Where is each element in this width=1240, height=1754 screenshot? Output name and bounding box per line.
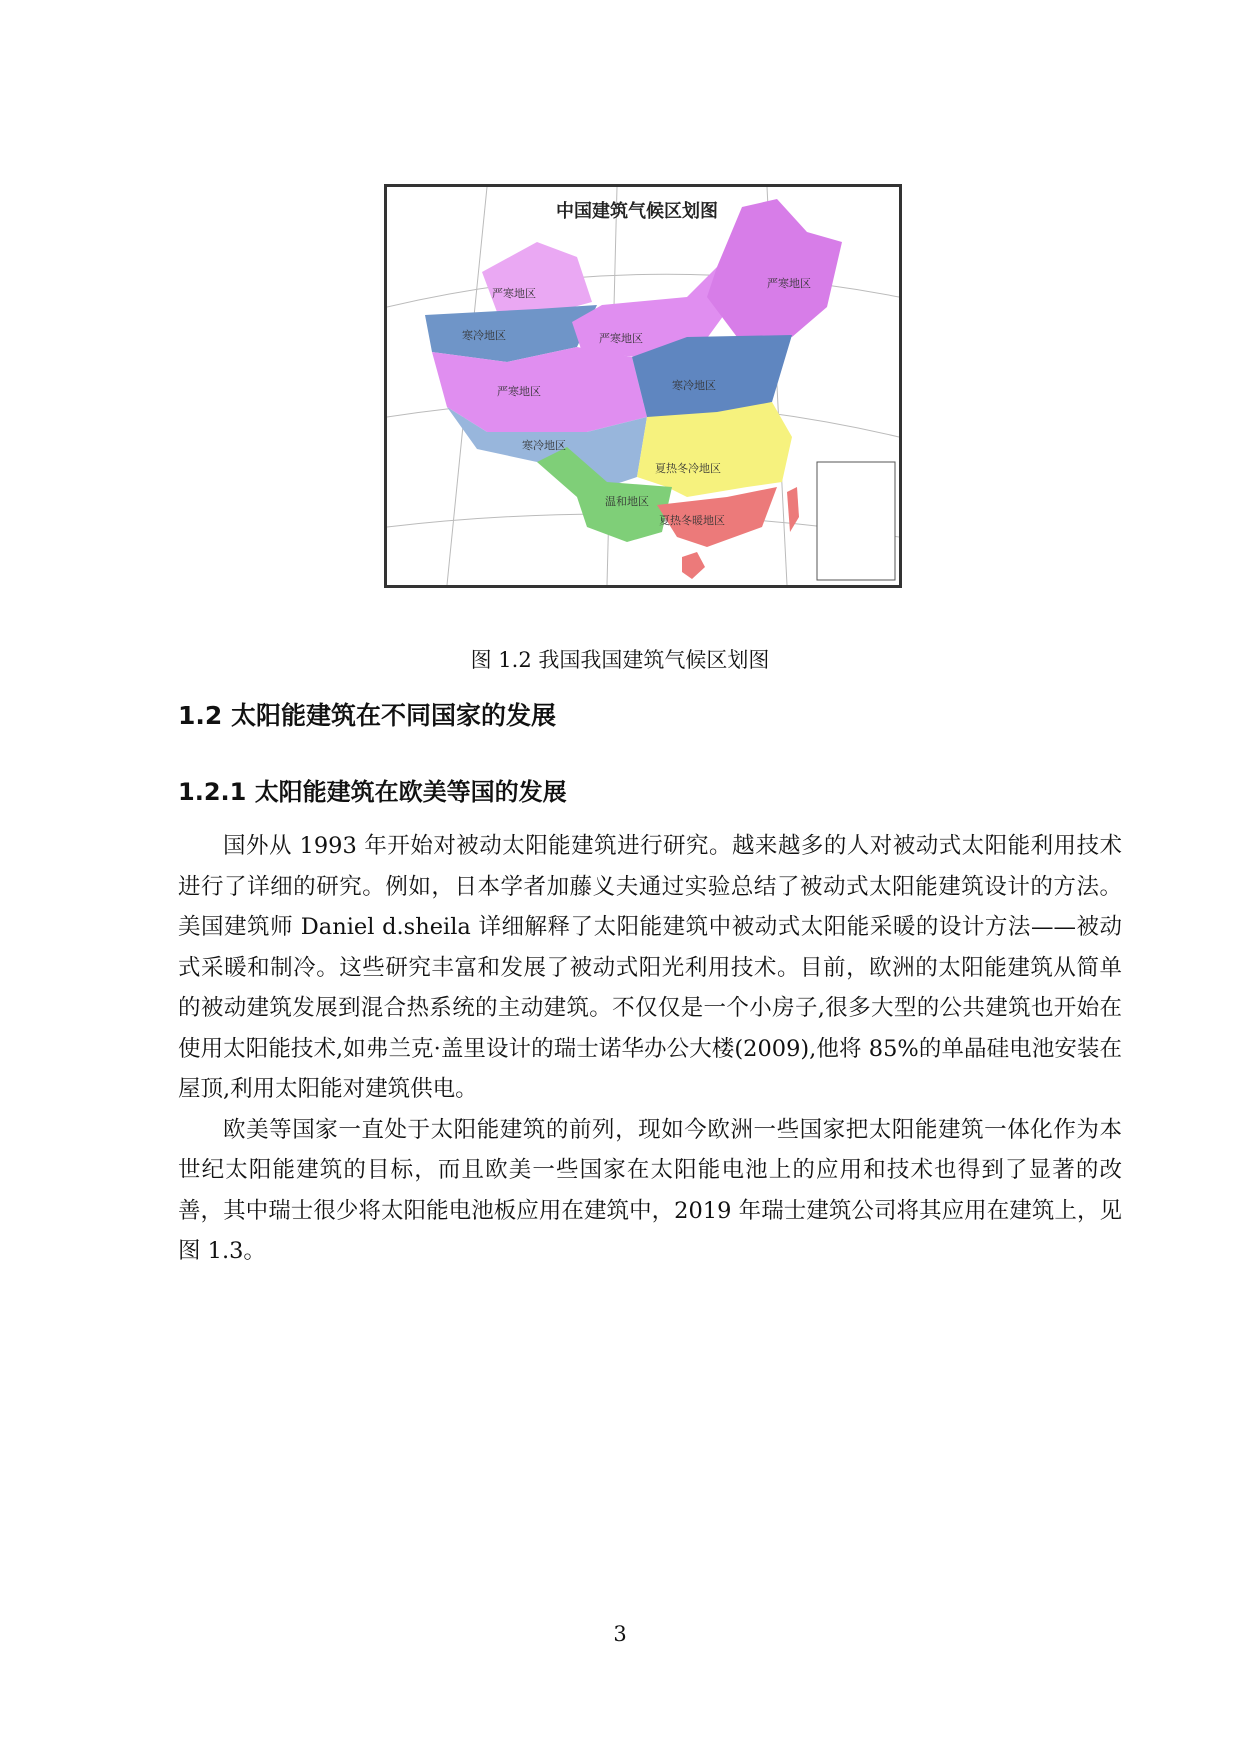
paragraph: 国外从 1993 年开始对被动太阳能建筑进行研究。越来越多的人对被动式太阳能利用技术进行了详细的研究。例如，日本学者加藤义夫通过实验总结了被动式太阳能建筑设计的方法。美国建筑师 Daniel d.sheila 详细解释了太阳能建筑中被动式太阳能采暖的设计方法——被动式采暖和制冷。这些研究丰富和发展了被动式阳光利用技术。目前，欧洲的太阳能建筑从简单的被动建筑发展到混合热系统的主动建筑。不仅仅是一个小房子,很多大型的公共建筑也开始在使用太阳能技术,如弗兰克·盖里设计的瑞士诺华办公大楼(2009),他将 85%的单晶硅电池安装在屋顶,利用太阳能对建筑供电。 [178, 833, 1122, 1102]
label-mild: 温和地区 [605, 495, 649, 508]
inset-map-box [817, 462, 895, 580]
region-severe-cold-nw [482, 242, 592, 317]
label-cold-nw: 寒冷地区 [462, 329, 506, 342]
label-hot-summer-cold-winter: 夏热冬冷地区 [655, 462, 721, 475]
region-hainan [682, 552, 705, 579]
region-taiwan [787, 487, 799, 532]
label-cold-n: 寒冷地区 [672, 379, 716, 392]
label-severe-cold-ne: 严寒地区 [767, 277, 811, 290]
page-number: 3 [613, 1622, 627, 1646]
climate-zone-map-figure [384, 184, 902, 588]
figure-caption: 图 1.2 我国我国建筑气候区划图 [470, 648, 770, 672]
region-severe-cold-ne [707, 199, 842, 337]
section-heading: 1.2 太阳能建筑在不同国家的发展 [178, 701, 556, 730]
paragraph: 欧美等国家一直处于太阳能建筑的前列，现如今欧洲一些国家把太阳能建筑一体化作为本世纪太阳能建筑的目标，而且欧美一些国家在太阳能电池上的应用和技术也得到了显著的改善，其中瑞士很少将太阳能电池板应用在建筑中，2019 年瑞士建筑公司将其应用在建筑上，见图 1.3。 [178, 1116, 1122, 1264]
label-severe-cold-w: 严寒地区 [497, 385, 541, 398]
subsection-heading: 1.2.1 太阳能建筑在欧美等国的发展 [178, 778, 567, 806]
region-hot-summer-cold-winter [637, 402, 792, 497]
label-hot-summer-warm-winter: 夏热冬暖地区 [659, 514, 725, 527]
body-text [178, 826, 1122, 1272]
label-severe-cold-n: 严寒地区 [599, 332, 643, 345]
label-cold-sw: 寒冷地区 [522, 439, 566, 452]
label-severe-cold-nw: 严寒地区 [492, 287, 536, 300]
map-title: 中国建筑气候区划图 [556, 201, 718, 222]
china-map-illustration [387, 187, 899, 585]
